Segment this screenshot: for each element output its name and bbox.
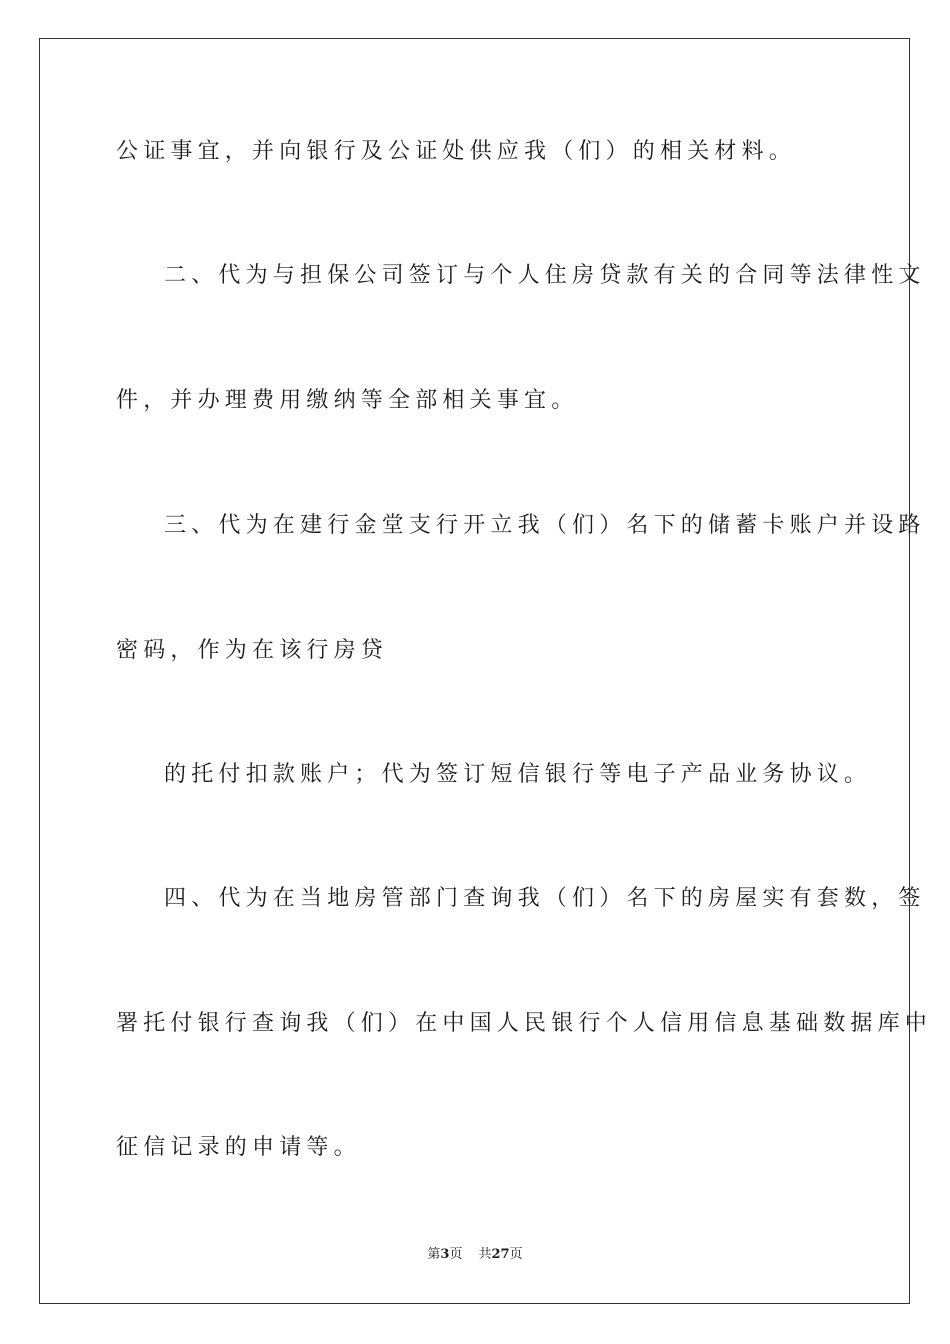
- text-line-6: 的托付扣款账户；代为签订短信银行等电子产品业务协议。: [164, 762, 872, 787]
- text-line-1: 公证事宜，并向银行及公证处供应我（们）的相关材料。: [116, 139, 797, 164]
- text-line-3: 件，并办理费用缴纳等全部相关事宜。: [116, 388, 579, 413]
- text-line-4: 三、代为在建行金堂支行开立我（们）名下的储蓄卡账户并设路: [164, 513, 926, 538]
- text-line-2: 二、代为与担保公司签订与个人住房贷款有关的合同等法律性文: [164, 263, 926, 288]
- text-line-5: 密码，作为在该行房贷: [116, 638, 389, 663]
- page-prefix: 第: [427, 1247, 441, 1262]
- text-line-9: 征信记录的申请等。: [116, 1135, 361, 1160]
- page-footer: [0, 1247, 950, 1263]
- text-line-8: 署托付银行查询我（们）在中国人民银行个人信用信息基础数据库中: [116, 1011, 933, 1036]
- page-number: 3: [440, 1247, 450, 1262]
- text-line-7: 四、代为在当地房管部门查询我（们）名下的房屋实有套数，签: [164, 886, 926, 911]
- total-suffix: 页: [509, 1247, 523, 1262]
- page-suffix: 页: [449, 1247, 463, 1262]
- page-border: [39, 38, 910, 1304]
- total-pages: 27: [491, 1247, 510, 1262]
- total-prefix: 共: [478, 1247, 492, 1262]
